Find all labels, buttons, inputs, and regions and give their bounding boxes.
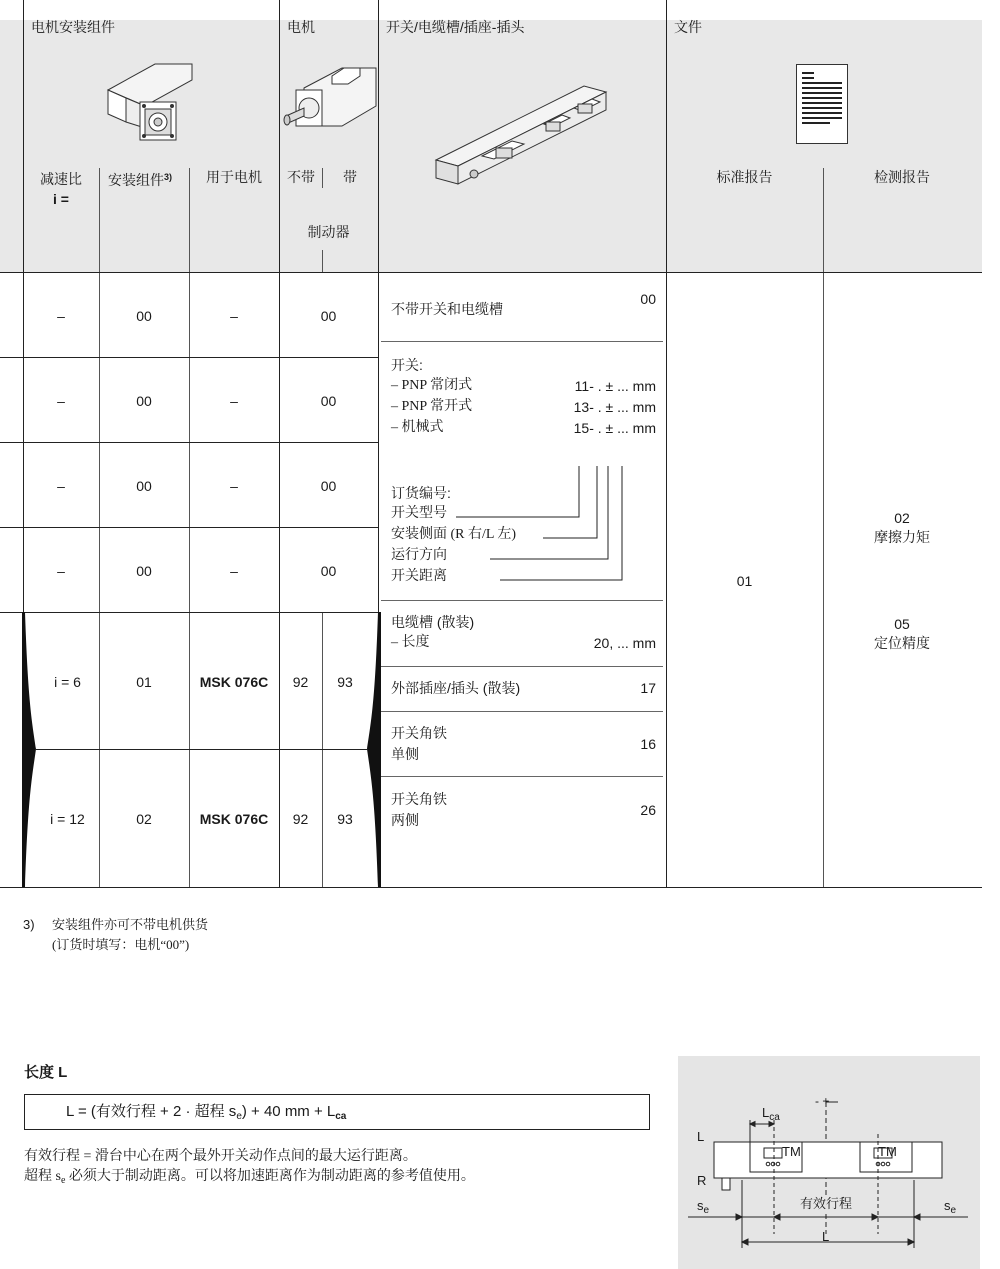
header-switch: 开关/电缆槽/插座-插头	[386, 19, 525, 35]
servo-motor-illustration	[282, 60, 378, 150]
cable-duct-title: 电缆槽 (散装)	[391, 614, 475, 630]
header-std-report: 标准报告	[716, 169, 773, 185]
formula-part: ) + 40 mm + L	[241, 1103, 336, 1120]
formula-subscript: ca	[335, 1111, 347, 1122]
header-test-report: 检测报告	[874, 169, 930, 185]
bracket-single-code: 16	[640, 736, 656, 752]
header-kit-footnote-mark: 3)	[164, 172, 173, 182]
row-motor: –	[230, 393, 238, 409]
table-divider	[322, 250, 323, 272]
row-no-brake-code: 92	[292, 674, 309, 690]
header-kit-label: 安装组件	[108, 172, 164, 188]
switch-title: 开关:	[391, 357, 423, 373]
header-kit	[108, 168, 172, 189]
desc-part: 超程 s	[24, 1169, 61, 1184]
cable-duct-length: – 长度	[391, 635, 430, 650]
header-ratio-symbol: i =	[53, 191, 69, 207]
diagram-se-letter: s	[697, 1198, 704, 1213]
bracket-double-code: 26	[640, 802, 656, 818]
diagram-se-left	[697, 1197, 709, 1220]
row-with-brake-code: 93	[337, 811, 353, 827]
table-divider	[279, 0, 280, 887]
formula-part: L = (有效行程 + 2 · 超程 s	[66, 1103, 237, 1120]
row-no-brake-code: 92	[292, 811, 309, 827]
switch-item-code: 13- . ± ... mm	[573, 399, 656, 415]
row-ratio: –	[57, 478, 65, 494]
table-rule	[36, 749, 367, 750]
footnote-line: (订货时填写：电机“00”)	[52, 937, 190, 952]
socket-code: 17	[640, 680, 656, 696]
switch-item-label: – PNP 常闭式	[391, 378, 473, 393]
row-motor-code: 00	[320, 478, 337, 494]
row-ratio: i = 12	[50, 811, 85, 827]
row-motor: –	[230, 563, 238, 579]
bracket-double-sub: 两侧	[391, 812, 419, 828]
formula-subscript: e	[236, 1111, 242, 1122]
row-kit: 00	[136, 393, 152, 409]
diagram-tm-left: TM	[782, 1144, 801, 1159]
diagram-lca-label	[762, 1104, 780, 1127]
diagram-lca-sub: ca	[769, 1112, 780, 1123]
length-formula	[66, 1103, 346, 1126]
diagram-se-sub: e	[703, 1205, 710, 1216]
diagram-se-letter: s	[944, 1198, 951, 1213]
group-bracket-left	[22, 612, 38, 887]
order-code-item: 运行方向	[391, 548, 447, 563]
length-description	[24, 1168, 475, 1190]
switch-rail-illustration	[434, 78, 610, 196]
table-divider	[322, 168, 323, 188]
header-ratio: 减速比	[40, 171, 82, 187]
switch-rule	[381, 711, 663, 712]
row-ratio: i = 6	[54, 674, 81, 690]
group-bracket-right	[365, 612, 381, 887]
switch-rule	[381, 600, 663, 601]
test-report-code: 05	[894, 616, 910, 632]
row-kit: 00	[136, 478, 152, 494]
row-motor-code: 00	[320, 563, 337, 579]
bracket-single-label: 开关角铁	[391, 725, 447, 741]
bracket-double-label: 开关角铁	[391, 791, 447, 807]
diagram-lca-letter: L	[762, 1105, 770, 1120]
row-motor: –	[230, 478, 238, 494]
table-rule	[0, 357, 378, 358]
header-brake: 制动器	[307, 224, 350, 240]
desc-part: 必须大于制动距离。可以将加速距离作为制动距离的参考值使用。	[65, 1169, 475, 1184]
switch-rule	[381, 341, 663, 342]
switch-none-label: 不带开关和电缆槽	[391, 301, 503, 317]
row-ratio: –	[57, 308, 65, 324]
switch-rule	[381, 666, 663, 667]
test-report-label: 摩擦力矩	[874, 531, 930, 546]
header-for-motor: 用于电机	[206, 169, 262, 185]
order-code-item: 安装侧面 (R 右/L 左)	[391, 527, 517, 542]
row-motor: MSK 076C	[199, 674, 269, 690]
row-ratio: –	[57, 563, 65, 579]
gearbox-kit-illustration	[100, 52, 195, 152]
switch-item-label: – 机械式	[391, 420, 444, 435]
test-report-label: 定位精度	[874, 637, 930, 652]
table-rule	[0, 442, 378, 443]
switch-item-code: 15- . ± ... mm	[573, 420, 656, 436]
order-code-title: 订货编号:	[391, 485, 451, 501]
footnote-line: 安装组件亦可不带电机供货	[52, 917, 209, 932]
header-with-brake: 带	[343, 169, 357, 185]
order-code-item: 开关距离	[391, 569, 447, 584]
diagram-se-right	[944, 1197, 956, 1220]
table-rule	[0, 887, 982, 888]
switch-rule	[381, 776, 663, 777]
length-title: 长度 L	[24, 1064, 68, 1081]
document-icon	[796, 64, 848, 144]
row-motor: –	[230, 308, 238, 324]
row-kit: 01	[136, 674, 152, 690]
order-code-item: 开关型号	[391, 506, 447, 521]
diagram-minus-plus: - +	[815, 1094, 830, 1108]
header-motor: 电机	[287, 19, 315, 35]
diagram-stroke-label: 有效行程	[800, 1196, 853, 1211]
diagram-l-bottom: L	[822, 1229, 830, 1244]
switch-none-code: 00	[640, 291, 656, 307]
row-with-brake-code: 93	[337, 674, 353, 690]
table-divider	[666, 0, 667, 887]
row-ratio: –	[57, 393, 65, 409]
desc-subscript: e	[60, 1175, 66, 1186]
header-no-brake: 不带	[287, 169, 315, 185]
header-docs: 文件	[674, 19, 702, 35]
diagram-r-label: R	[697, 1173, 707, 1188]
table-rule	[0, 612, 378, 613]
switch-item-label: – PNP 常开式	[391, 399, 473, 414]
row-motor-code: 00	[320, 308, 337, 324]
table-rule	[0, 272, 982, 273]
diagram-tm-right: TM	[878, 1144, 897, 1159]
switch-item-code: 11- . ± ... mm	[574, 378, 656, 394]
std-report-code: 01	[736, 573, 753, 589]
table-rule	[0, 527, 378, 528]
length-description: 有效行程 = 滑台中心在两个最外开关动作点间的最大运行距离。	[24, 1149, 417, 1164]
row-motor-code: 00	[320, 393, 337, 409]
diagram-l-top: L	[697, 1129, 705, 1144]
socket-label: 外部插座/插头 (散装)	[391, 680, 521, 696]
diagram-se-sub: e	[950, 1205, 957, 1216]
row-kit: 02	[136, 811, 152, 827]
row-kit: 00	[136, 563, 152, 579]
header-motor-kit: 电机安装组件	[31, 19, 115, 35]
row-kit: 00	[136, 308, 152, 324]
cable-duct-code: 20, ... mm	[593, 635, 656, 651]
table-divider	[823, 168, 824, 887]
bracket-single-sub: 单侧	[391, 746, 419, 762]
row-motor: MSK 076C	[199, 811, 269, 827]
order-code-leader-lines	[450, 462, 630, 584]
test-report-code: 02	[894, 510, 910, 526]
footnote-number: 3)	[23, 917, 35, 932]
